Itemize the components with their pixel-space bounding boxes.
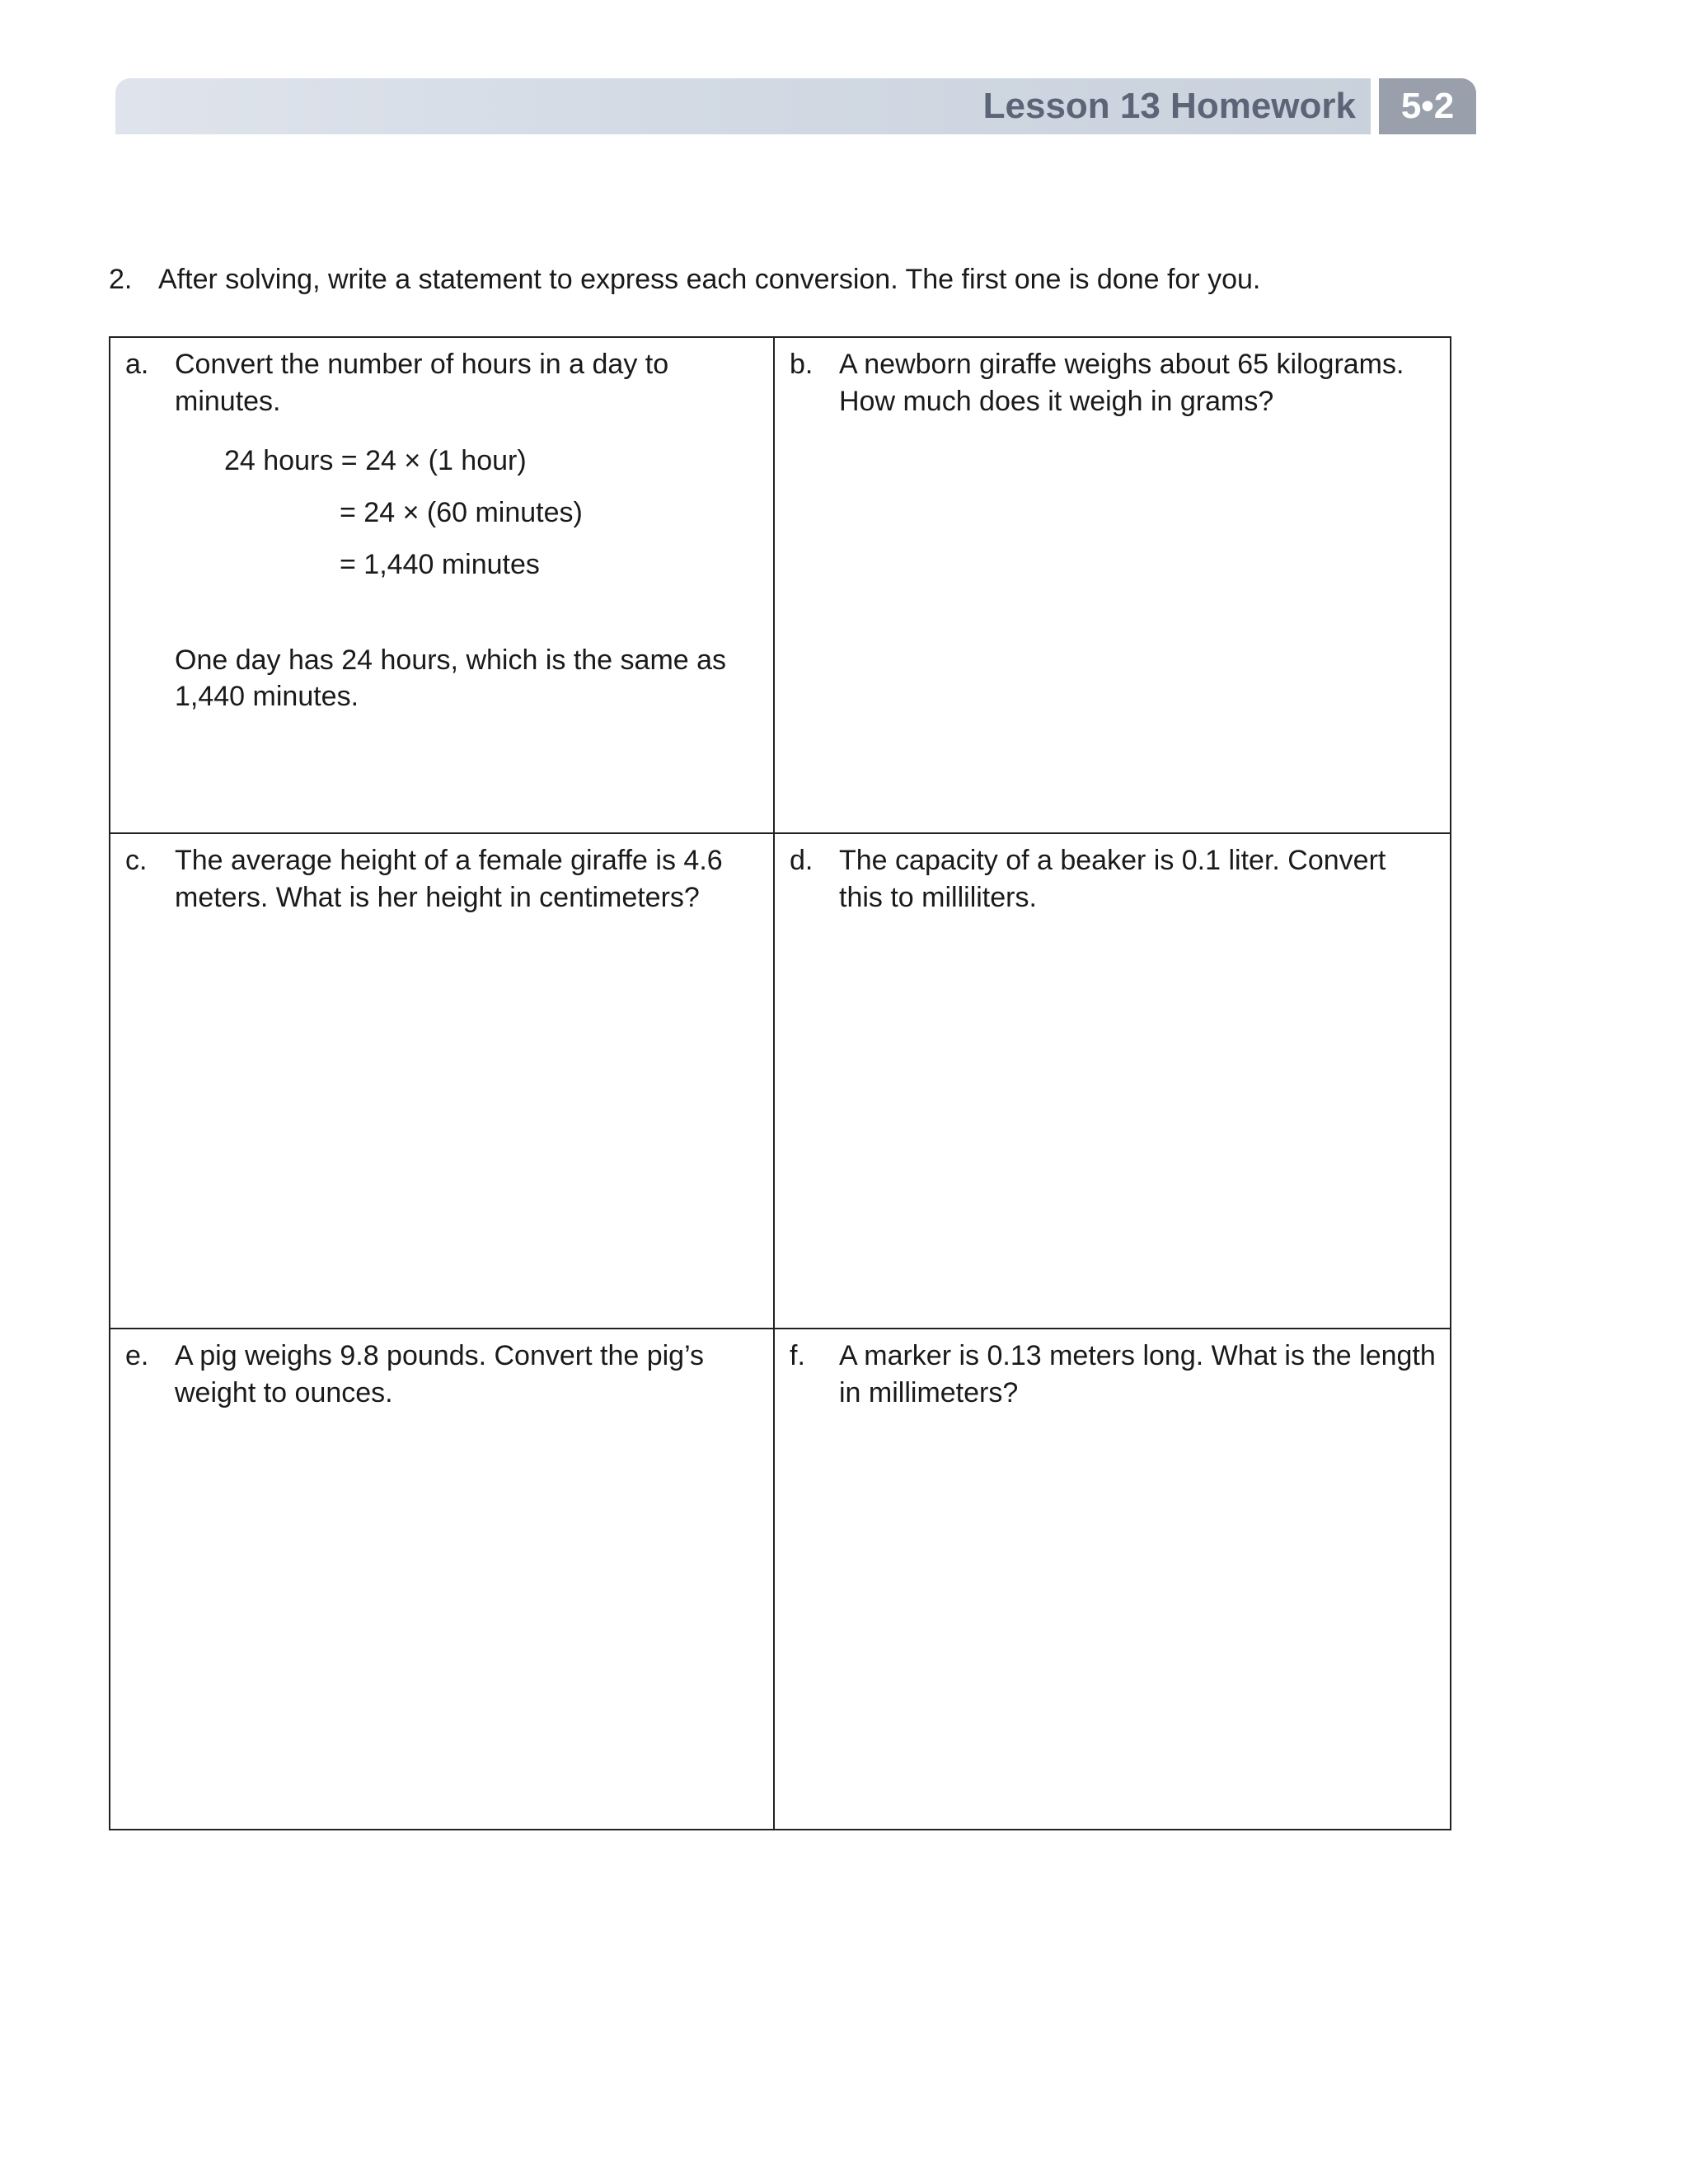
problem-prompt: The capacity of a beaker is 0.1 liter. Convert this to milliliters. xyxy=(839,845,1386,913)
problem-cell-f[interactable] xyxy=(775,1329,1450,1829)
problem-cell-d[interactable] xyxy=(775,834,1450,1329)
lesson-title: Lesson 13 Homework xyxy=(982,86,1356,126)
example-statement: One day has 24 hours, which is the same as 1,440 minutes. xyxy=(175,644,727,712)
instruction-text: After solving, write a statement to express each conversion. The first one is done for you. xyxy=(158,264,1261,295)
problem-cell-b[interactable] xyxy=(775,338,1450,834)
problem-letter: d. xyxy=(790,845,814,876)
problem-prompt: Convert the number of hours in a day to minutes. xyxy=(175,349,669,417)
worked-example xyxy=(224,435,760,591)
problems-grid xyxy=(109,336,1451,1830)
problem-prompt: A pig weighs 9.8 pounds. Convert the pig’s weight to ounces. xyxy=(175,1340,705,1408)
problem-letter: c. xyxy=(125,845,148,876)
header-bar xyxy=(115,78,1371,134)
problem-letter: e. xyxy=(125,1340,149,1371)
problem-letter: a. xyxy=(125,349,149,380)
work-line: = 24 × (60 minutes) xyxy=(340,497,583,528)
problem-prompt: The average height of a female giraffe is 4.6 meters. What is her height in centimeters? xyxy=(175,845,723,913)
problem-letter: b. xyxy=(790,349,814,380)
work-line: = 1,440 minutes xyxy=(340,549,540,580)
problem-prompt: A newborn giraffe weighs about 65 kilograms. How much does it weigh in grams? xyxy=(839,349,1404,417)
problem-cell-e[interactable] xyxy=(110,1329,775,1829)
problem-cell-c[interactable] xyxy=(110,834,775,1329)
problem-prompt: A marker is 0.13 meters long. What is the length in millimeters? xyxy=(839,1340,1436,1408)
problem-cell-a[interactable] xyxy=(110,338,775,834)
question-instruction xyxy=(109,261,1260,298)
work-line: 24 hours = 24 × (1 hour) xyxy=(224,445,527,476)
grade-module-badge: 5•2 xyxy=(1379,78,1476,134)
question-number: 2. xyxy=(109,264,133,295)
problem-letter: f. xyxy=(790,1340,805,1371)
